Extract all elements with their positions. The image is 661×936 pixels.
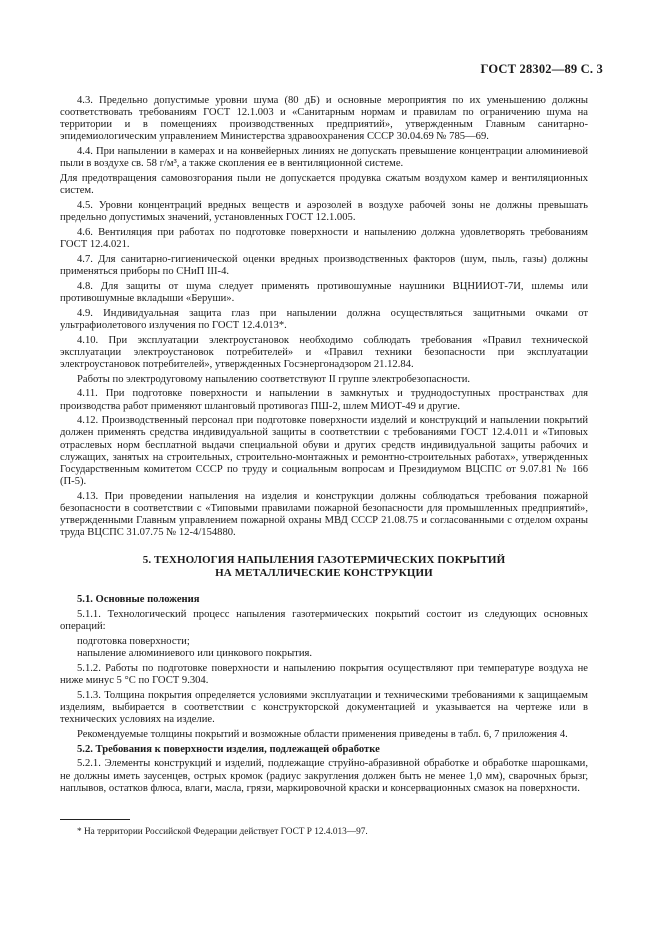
list-item-spraying: напыление алюминиевого или цинкового покрытия. (77, 648, 313, 660)
paragraph-4-6: 4.6. Вентиляция при работах по подготовке поверхности и напылению должна удовлетворять требованиям ГОСТ 12.4.021. (60, 226, 588, 251)
page-header: ГОСТ 28302—89 С. 3 (480, 62, 603, 76)
paragraph-4-3: 4.3. Предельно допустимые уровни шума (80 дБ) и основные мероприятия по их уменьшению должны соответствовать требованиям ГОСТ 12.1.003 и «Санитарным нормам и правилам по ограничению шума на территории и в помещениях производственных предприятий», утвержденным Главным санитарно-эпидемиологическим управлением Министерства здравоохранения СССР 30.04.69 № 785—69. (60, 95, 588, 143)
section-5-heading (60, 554, 588, 580)
paragraph-4-10-continuation: Работы по электродуговому напылению соответствуют II группе электробезопасности. (77, 373, 471, 385)
paragraph-5-1-3: 5.1.3. Толщина покрытия определяется условиями эксплуатации и техническими требованиями к защищаемым изделиям, выбирается в соответствии с конструкторской документацией и указывается на чертеже или в технических условиях на изделие. (60, 689, 588, 726)
section-5-heading-line-1: 5. ТЕХНОЛОГИЯ НАПЫЛЕНИЯ ГАЗОТЕРМИЧЕСКИХ ПОКРЫТИЙ (142, 554, 506, 567)
paragraph-4-9: 4.9. Индивидуальная защита глаз при напылении должна осуществляться защитными очками от ультрафиолетового излучения по ГОСТ 12.4.013*. (60, 307, 588, 331)
paragraph-4-4-continuation: Для предотвращения самовозгорания пыли не допускается продувка сжатым воздухом камер и вентиляционных систем. (60, 173, 588, 197)
footnote: * На территории Российской Федерации действует ГОСТ Р 12.4.013—97. (77, 827, 368, 837)
section-5-heading-line-2: НА МЕТАЛЛИЧЕСКИЕ КОНСТРУКЦИИ (215, 567, 433, 580)
subsection-5-1-title: 5.1. Основные положения (77, 594, 200, 606)
paragraph-5-1-1: 5.1.1. Технологический процесс напыления газотермических покрытий состоит из следующих основных операций: (60, 609, 588, 633)
list-item-surface-preparation: подготовка поверхности; (77, 636, 190, 648)
paragraph-4-5: 4.5. Уровни концентраций вредных веществ и аэрозолей в воздухе рабочей зоны не должны превышать предельно допустимых значений, установленных ГОСТ 12.1.005. (60, 200, 588, 224)
paragraph-4-12: 4.12. Производственный персонал при подготовке поверхности изделий и конструкций и напылении покрытий должен применять средства индивидуальной защиты в соответствии с требованиями ГОСТ 12.4.011 и «Типовых отраслевых норм бесплатной выдачи специальной обуви и других средств индивидуальной защиты рабочих и служащих, занятых на строительных, строительно-монтажных и ремонтно-строительных работах», утвержденных Государственным комитетом СССР по труду и социальным вопросам и Президиумом ВЦСПС от 9.07.81 № 166 (П-5). (60, 415, 588, 488)
subsection-5-2-title: 5.2. Требования к поверхности изделия, подлежащей обработке (77, 743, 380, 755)
paragraph-5-2-1: 5.2.1. Элементы конструкций и изделий, подлежащие струйно-абразивной обработке и обработке шарошками, не должны иметь заусенцев, острых кромок (радиус закругления должен быть не менее 1,0 мм), сварочных брызг, наплывов, остатков флюса, влаги, масла, грязи, маркировочной краски и консервационных смазок на поверхности. (60, 758, 588, 794)
document-body (60, 95, 588, 798)
paragraph-5-1-3-continuation: Рекомендуемые толщины покрытий и возможные области применения приведены в табл. 6, 7 приложения 4. (77, 728, 568, 740)
paragraph-4-11: 4.11. При подготовке поверхности и напылении в замкнутых и труднодоступных пространствах для производства работ применяют шланговый противогаз ПШ-2, шлем МИОТ-49 и другие. (60, 388, 588, 412)
paragraph-4-4: 4.4. При напылении в камерах и на конвейерных линиях не допускать превышение концентрации алюминиевой пыли в воздухе св. 58 г/м³, а также скопления ее в вентиляционной системе. (60, 146, 588, 170)
paragraph-4-10: 4.10. При эксплуатации электроустановок необходимо соблюдать требования «Правил технической эксплуатации электроустановок потребителей» и «Правил техники безопасности при эксплуатации электроустановок потребителей», утвержденных Госэнергонадзором 21.12.84. (60, 334, 588, 370)
paragraph-4-8: 4.8. Для защиты от шума следует применять противошумные наушники ВЦНИИОТ-7И, шлемы или противошумные вкладыши «Беруши». (60, 280, 588, 304)
footnote-separator (60, 819, 130, 820)
paragraph-4-13: 4.13. При проведении напыления на изделия и конструкции должны соблюдаться требования пожарной безопасности в соответствии с «Типовыми правилами пожарной безопасности для промышленных предприятий», утвержденными Главным управлением пожарной охраны МВД СССР 21.08.75 и согласованными с отделом охраны труда ВЦСПС 31.07.75 № 12-4/154880. (60, 490, 588, 539)
paragraph-4-7: 4.7. Для санитарно-гигиенической оценки вредных производственных факторов (шум, пыль, газы) должны применяться приборы по СНиП III-4. (60, 253, 588, 277)
paragraph-5-1-2: 5.1.2. Работы по подготовке поверхности и напылению покрытия осуществляют при температуре воздуха не ниже минус 5 °С по ГОСТ 9.304. (60, 663, 588, 687)
